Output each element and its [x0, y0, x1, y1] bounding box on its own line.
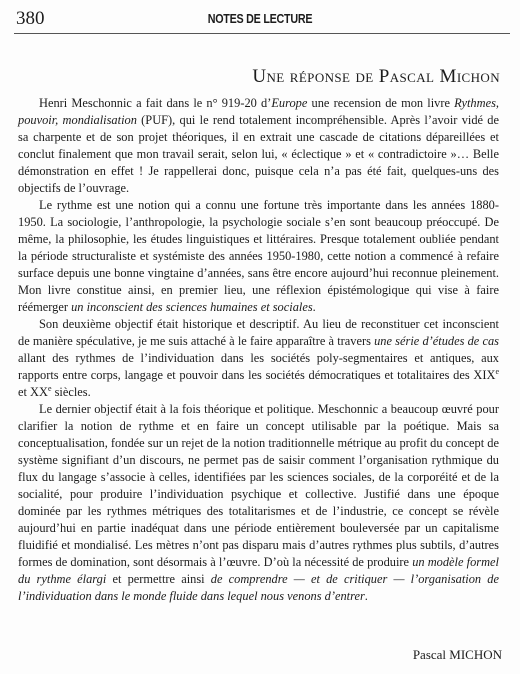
- p2-text-1: Le rythme est une notion qui a connu une fortune très importante dans les années 1880-1950. La sociologie, l’anthropologie, la psychologie sociale s’en sont beaucoup préoccupé. De même, la philosophie, les études linguistiques et littéraires. Presque totalement oubliée pendant la période structuraliste et systémiste des années 1950-1980, cette notion a commencé à refaire surface depuis une bonne vingtaine d’années, sans être encore aujourd’hui reconnue pleinement. Mon livre constitue ainsi, en premier lieu, une réflexion épistémologique qui vise à faire réémerger: [18, 198, 499, 314]
- paragraph-3: [18, 316, 499, 401]
- p3-text-4: siècles.: [51, 385, 91, 399]
- p1-book-title: Rythmes, pouvoir, mondialisation: [18, 96, 499, 127]
- p1-journal-title: Europe: [271, 96, 308, 110]
- author-signature: Pascal MICHON: [412, 647, 502, 662]
- paragraph-1: [18, 95, 499, 197]
- p4-text-3: .: [364, 589, 368, 603]
- paragraph-4: [18, 401, 499, 605]
- p1-text-1: Henri Meschonnic a fait dans le n° 919-20 d’: [39, 96, 272, 110]
- running-head: NOTES DE LECTURE: [207, 12, 313, 26]
- header-rule: [14, 33, 510, 34]
- p3-emphasis: une série d’études de cas: [374, 334, 499, 348]
- p1-text-3: (PUF), qui le rend totalement incompréhensible. Après l’avoir vidé de sa charpente et de son projet théoriques, il en extrait une cascade de citations dépareillées et conclut finalement que mon travail serait, selon lui, « éclectique » et « contradictoire »… Belle démonstration en effet ! Je rappellerai donc, puisque cela n’a pas été fait, quelques-uns des objectifs de l’ouvrage.: [18, 113, 499, 195]
- paragraph-2: [18, 197, 499, 316]
- article-title: Une réponse de Pascal Michon: [252, 66, 500, 87]
- p3-text-3: et XX: [18, 385, 48, 399]
- p4-emphasis-1: un modèle formel du rythme élargi: [18, 555, 499, 586]
- p3-superscript-2: e: [47, 383, 52, 393]
- p2-emphasis: un inconscient des sciences humaines et sociales: [71, 300, 313, 314]
- p4-emphasis-2: de comprendre — et de critiquer — l’organisation de l’individuation dans le monde fluide dans lequel nous venons d’entrer: [18, 572, 499, 603]
- p1-text-2: une recension de mon livre: [307, 96, 455, 110]
- page-number: 380: [16, 8, 45, 29]
- p3-text-2: allant des rythmes de l’individuation dans les sociétés poly-segmentaires et antiques, aux rapports entre corps, langage et pouvoir dans les sociétés démocratiques et totalitaires des XIX: [18, 351, 499, 382]
- p2-text-2: .: [312, 300, 316, 314]
- p4-text-2: et permettre ainsi: [106, 572, 211, 586]
- p3-text-1: Son deuxième objectif était historique et descriptif. Au lieu de reconstituer cet inconscient de manière spéculative, je me suis attaché à le faire apparaître à travers: [18, 317, 499, 348]
- p3-superscript-1: e: [495, 366, 499, 376]
- article-body: [18, 95, 499, 605]
- p4-text-1: Le dernier objectif était à la fois théorique et politique. Meschonnic a beaucoup œuvré pour clarifier la notion de rythme et en faire un concept utilisable par la poétique. Mais sa conceptualisation, fondée sur un rejet de la notion traditionnelle métrique au profit du concept de système signifiant d’un discours, ne permet pas de saisir comment l’organisation rythmique du flux du langage s’associe à celles, identifiées par les sciences sociales, de la corporéité et de la socialité, pour produire l’individuation psychique et collective. Justifié dans une époque dominée par les rythmes métriques des totalitarismes et de l’industrie, ce concept se révèle aujourd’hui en partie inadéquat dans une période entièrement bouleversée par un capitalisme fluidifié et mondialisé. Les mètres n’ont pas disparu mais d’autres rythmes plus subtils, d’autres formes de domination, sont désormais à l’œuvre. D’où la nécessité de produire: [18, 402, 499, 569]
